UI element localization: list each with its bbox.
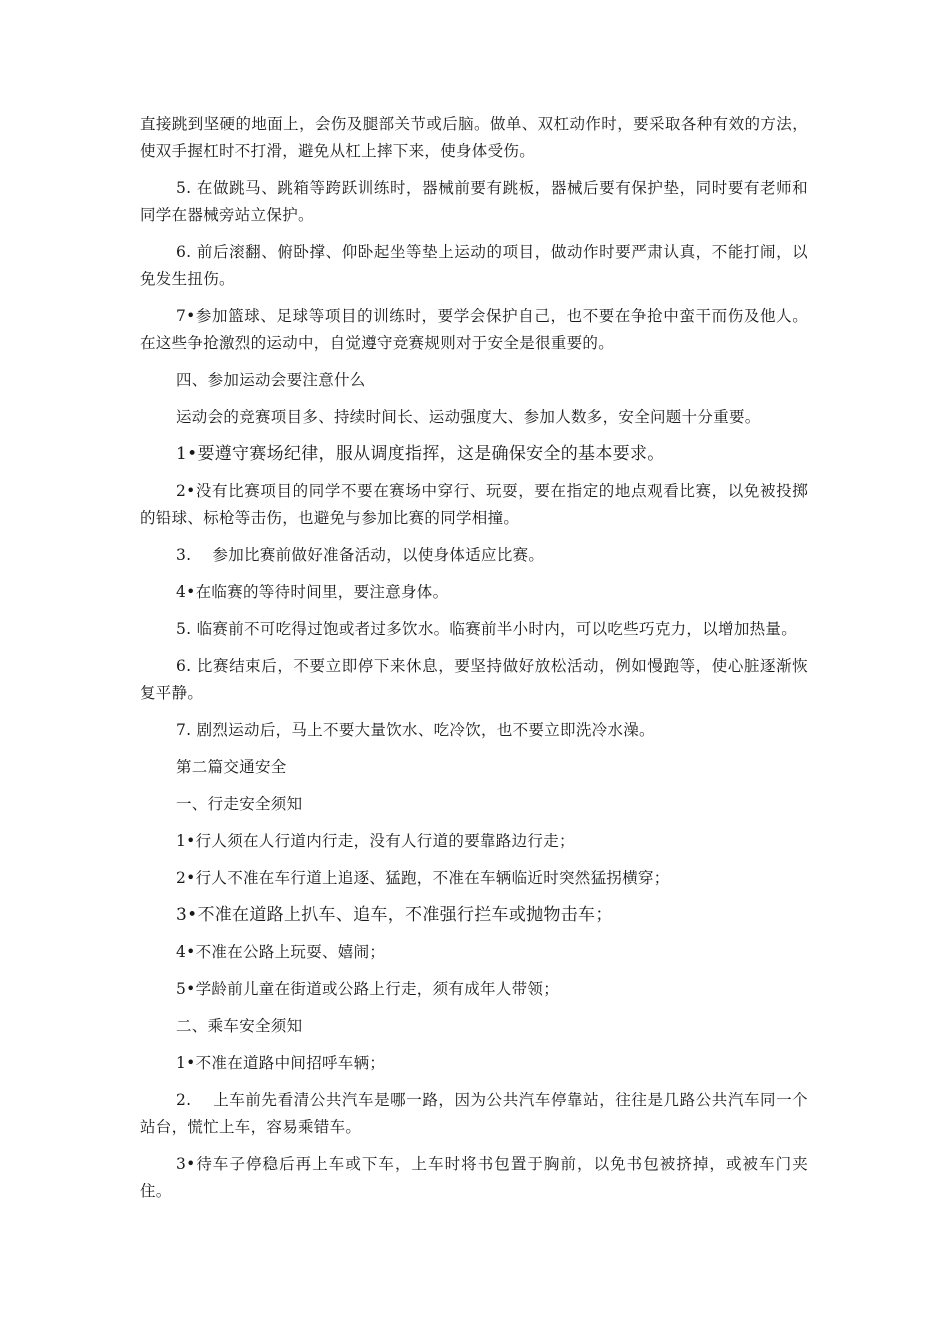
paragraph-walking-rule-2: 2•行人不准在车行道上追逐、猛跑，不准在车辆临近时突然猛拐横穿； xyxy=(176,869,670,887)
paragraph-walking-rule-4: 4•不准在公路上玩耍、嬉闹； xyxy=(176,943,386,961)
paragraph-riding-rule-1: 1•不准在道路中间招呼车辆； xyxy=(176,1054,386,1072)
paragraph-meet-rule-2: 2•没有比赛项目的同学不要在赛场中穿行、玩耍，要在指定的地点观看比赛，以免被投掷的铅球、标枪等击伤，也避免与参加比赛的同学相撞。 xyxy=(140,482,808,527)
paragraph-sports-meet-intro: 运动会的竞赛项目多、持续时间长、运动强度大、参加人数多，安全问题十分重要。 xyxy=(176,408,761,426)
paragraph-walking-rule-3: 3•不准在道路上扒车、追车，不准强行拦车或抛物击车； xyxy=(176,905,613,925)
paragraph-item-6-mat-exercise: 6. 前后滚翻、俯卧撑、仰卧起坐等垫上运动的项目，做动作时要严肃认真，不能打闹，以免发生扭伤。 xyxy=(140,243,808,288)
chapter-heading-traffic-safety: 第二篇交通安全 xyxy=(176,758,287,776)
paragraph-meet-rule-6: 6. 比赛结束后，不要立即停下来休息，要坚持做好放松活动，例如慢跑等，使心脏逐渐恢复平静。 xyxy=(140,657,808,702)
paragraph-walking-rule-5: 5•学龄前儿童在街道或公路上行走，须有成年人带领； xyxy=(176,980,560,998)
paragraph-item-7-ball-games: 7•参加篮球、足球等项目的训练时，要学会保护自己，也不要在争抢中蛮干而伤及他人。在这些争抢激烈的运动中，自觉遵守竞赛规则对于安全是很重要的。 xyxy=(140,307,808,352)
paragraph-meet-rule-4: 4•在临赛的等待时间里，要注意身体。 xyxy=(176,583,449,601)
document-page xyxy=(140,111,808,1215)
paragraph-meet-rule-1: 1•要遵守赛场纪律，服从调度指挥，这是确保安全的基本要求。 xyxy=(176,444,665,464)
section-heading-riding-safety: 二、乘车安全须知 xyxy=(176,1017,303,1035)
paragraph-meet-rule-7: 7. 剧烈运动后，马上不要大量饮水、吃冷饮，也不要立即洗冷水澡。 xyxy=(176,721,655,739)
paragraph-meet-rule-5: 5. 临赛前不可吃得过饱或者过多饮水。临赛前半小时内，可以吃些巧克力，以增加热量。 xyxy=(176,620,798,638)
paragraph-item-5-vaulting: 5. 在做跳马、跳箱等跨跃训练时，器械前要有跳板，器械后要有保护垫，同时要有老师和同学在器械旁站立保护。 xyxy=(140,179,808,224)
paragraph-meet-rule-3: 3. 参加比赛前做好准备活动，以使身体适应比赛。 xyxy=(176,546,545,564)
paragraph-riding-rule-2: 2. 上车前先看清公共汽车是哪一路，因为公共汽车停靠站，往往是几路公共汽车同一个站台，慌忙上车，容易乘错车。 xyxy=(140,1091,808,1136)
paragraph-riding-rule-3: 3•待车子停稳后再上车或下车，上车时将书包置于胸前，以免书包被挤掉，或被车门夹住。 xyxy=(140,1155,808,1200)
section-heading-walking-safety: 一、行走安全须知 xyxy=(176,795,303,813)
paragraph-continuation: 直接跳到坚硬的地面上，会伤及腿部关节或后脑。做单、双杠动作时，要采取各种有效的方法，使双手握杠时不打滑，避免从杠上摔下来，使身体受伤。 xyxy=(140,115,808,160)
section-heading-sports-meet: 四、参加运动会要注意什么 xyxy=(176,371,366,389)
paragraph-walking-rule-1: 1•行人须在人行道内行走，没有人行道的要靠路边行走； xyxy=(176,832,575,850)
